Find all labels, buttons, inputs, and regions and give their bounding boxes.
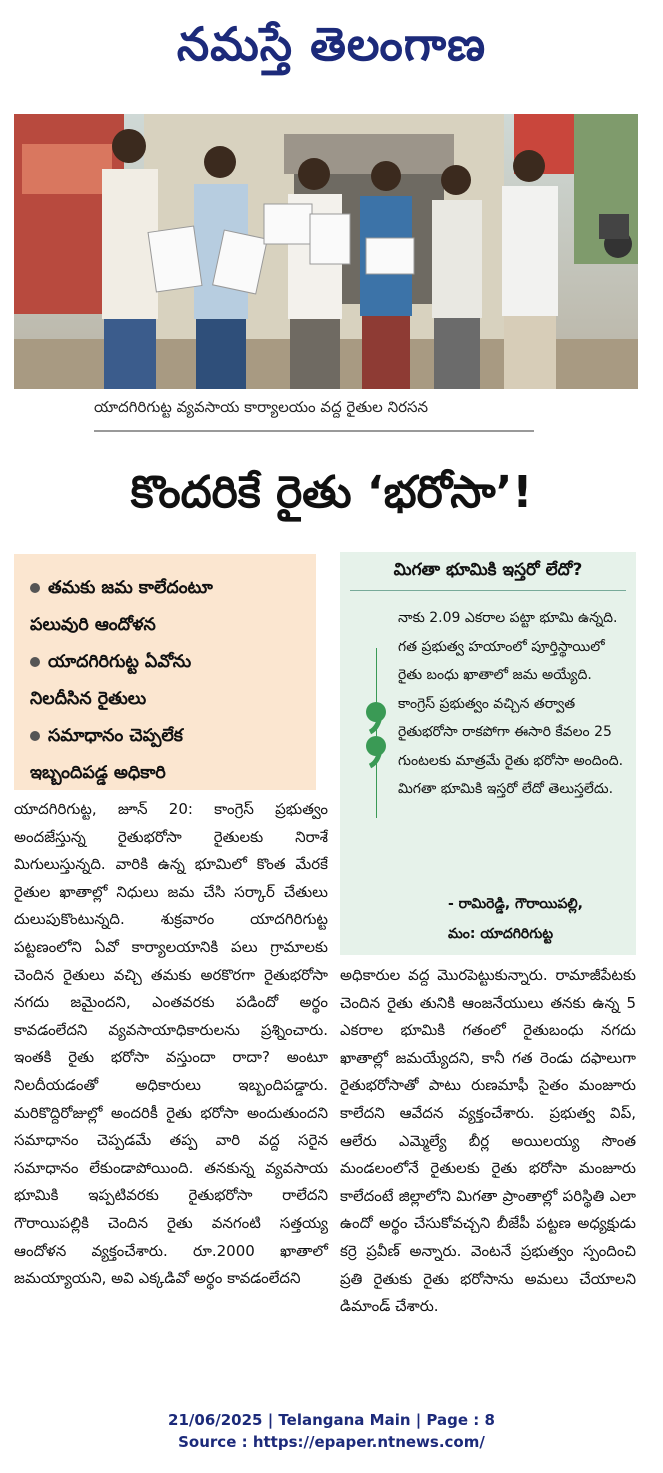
highlight-item: సమాధానం చెప్పలేక	[30, 718, 308, 755]
author-name: - రామిరెడ్డి, గౌరాయిపల్లి,	[448, 896, 583, 912]
article-column-1: యాదగిరిగుట్ట, జూన్ 20: కాంగ్రెస్ ప్రభుత్వం అందజేస్తున్న రైతుభరోసా రైతులకు నిరాశే మిగులుస్తున్నది. వారికి ఉన్న భూమిలో కొంత మేరకే రైతుల ఖాతాల్లో నిధులు జమ చేసి సర్కార్ చేతులు దులుపుకొంటున్నది. శుక్రవారం యాదగిరిగుట్ట పట్టణంలోని ఏవో కార్యాలయానికి పలు గ్రామాలకు చెందిన రైతులు వచ్చి తమకు అరకొరగా రైతుభరోసా నగదు జమైందని, ఎంతవరకు పడిందో అర్థం కావడంలేదని వ్యవసాయాధికారులను ప్రశ్నించారు. ఇంతకి రైతు భరోసా వస్తుందా రాదా? అంటూ నిలదీయడంతో అధికారులు ఇబ్బందిపడ్డారు. మరికొద్దిరోజుల్లో అందరికీ రైతు భరోసా అందుతుందని సమాధానం చెప్పడమే తప్ప వారి వద్ద సరైన సమాధానం లేకుండాపోయింది. తనకున్న వ్యవసాయ భూమికి ఇప్పటివరకు రైతుభరోసా రాలేదని గౌరాయిపల్లికి చెందిన రైతు వనగంటి సత్తయ్య ఆందోళన వ్యక్తంచేశారు. రూ.2000 ఖాతాలో జమయ్యాయని, అవి ఎక్కడివో అర్థం కావడంలేదని	[14, 800, 328, 1288]
sidebar-title: మిగతా భూమికి ఇస్తరో లేదో?	[393, 560, 583, 580]
sidebar-divider	[350, 590, 626, 591]
sidebar-quote-text: నాకు 2.09 ఎకరాల పట్టా భూమి ఉన్నది. గత ప్రభుత్వ హయాంలో పూర్తిస్థాయిలో రైతు బంధు ఖాతాలో జమ అయ్యేది. కాంగ్రెస్ ప్రభుత్వం వచ్చిన తర్వాత రైతుభరోసా రాకపోగా ఈసారి కేవలం 25 గుంటలకు మాత్రమే రైతు భరోసా అందింది. మిగతా భూమికి ఇస్తరో లేదో తెలుస్తలేదు.	[398, 610, 624, 797]
highlights-box	[14, 554, 316, 790]
highlight-item-cont: పలువురి ఆందోళన	[30, 615, 156, 635]
headline: కొందరికే రైతు ‘భరోసా’!	[130, 467, 533, 518]
highlight-item-cont: నిలదీసిన రైతులు	[30, 689, 147, 709]
photo-caption: యాదగిరిగుట్ట వ్యవసాయ కార్యాలయం వద్ద రైతుల నిరసన	[94, 398, 534, 432]
footer-date-line: 21/06/2025 | Telangana Main | Page : 8	[168, 1411, 495, 1429]
footer-source-link[interactable]: Source : https://epaper.ntnews.com/	[178, 1433, 485, 1451]
highlight-item-cont: ఇబ్బందిపడ్డ అధికారి	[30, 763, 166, 783]
sidebar-quote-box	[340, 552, 636, 955]
highlight-item: తమకు జమ కాలేదంటూ	[30, 570, 308, 607]
masthead	[0, 4, 663, 84]
sidebar-author	[448, 889, 628, 949]
bullet-icon	[30, 657, 40, 667]
author-place: మం: యాదగిరిగుట్ట	[448, 926, 554, 942]
masthead-title: నమస్తే తెలంగాణ	[176, 17, 487, 71]
highlight-item: యాదగిరిగుట్ట ఏవోను	[30, 644, 308, 681]
page-footer	[0, 1409, 663, 1453]
news-photo-illustration	[14, 114, 638, 389]
bullet-icon	[30, 731, 40, 741]
news-photo	[14, 114, 638, 389]
quote-mark-icon	[358, 692, 394, 772]
bullet-icon	[30, 583, 40, 593]
article-column-2: అధికారుల వద్ద మొరపెట్టుకున్నారు. రామాజీపేటకు చెందిన రైతు తునికి ఆంజనేయులు తనకు ఉన్న 5 ఎకరాల భూమికి గతంలో రైతుబంధు నగదు ఖాతాల్లో జమయ్యేదని, కానీ గత రెండు దఫాలుగా రైతుభరోసాతో పాటు రుణమాఫీ సైతం మంజూరు కాలేదని ఆవేదన వ్యక్తంచేశారు. ప్రభుత్వ విప్, ఆలేరు ఎమ్మెల్యే బీర్ల అయిలయ్య సొంత మండలంలోనే రైతులకు రైతు భరోసా మంజూరు కాలేదంటే జిల్లాలోని మిగతా ప్రాంతాల్లో పరిస్థితి ఎలా ఉందో అర్థం చేసుకోవచ్చని బీజేపీ పట్టణ అధ్యక్షుడు కర్రె ప్రవీణ్ అన్నారు. వెంటనే ప్రభుత్వం స్పందించి ప్రతి రైతుకు రైతు భరోసాను అమలు చేయాలని డిమాండ్ చేశారు.	[340, 966, 636, 1316]
